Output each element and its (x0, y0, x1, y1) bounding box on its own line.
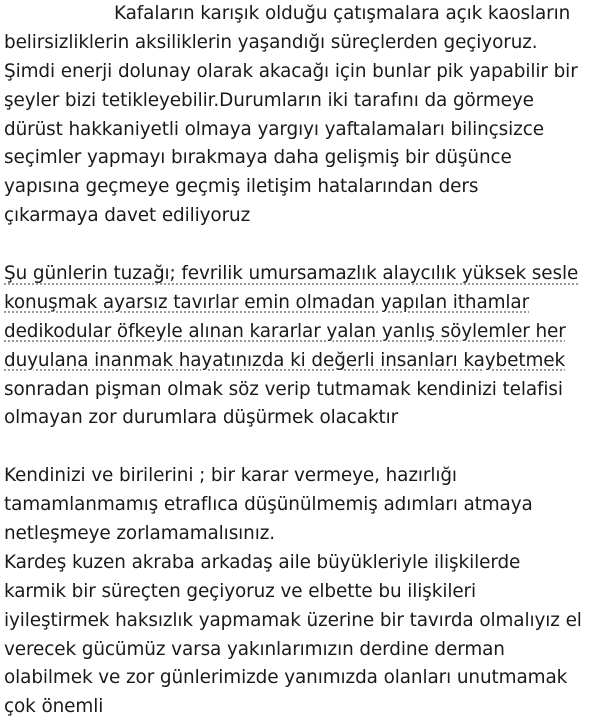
paragraph-3 (4, 462, 596, 549)
paragraph-spacer (4, 433, 596, 462)
text-line: karmik bir süreçten geçiyoruz ve elbette bu ilişkileri (4, 580, 477, 602)
text-line: netleşmeye zorlamamalısınız. (4, 523, 276, 545)
text-line: seçimler yapmayı bırakmaya daha gelişmiş bir düşünce (4, 147, 512, 169)
text-line (4, 289, 596, 318)
text-line: Kardeş kuzen akraba arkadaş aile büyükleriyle ilişkilerde (4, 551, 521, 573)
paragraph-spacer (4, 231, 596, 260)
text-line: çıkarmaya davet ediliyoruz (4, 205, 251, 227)
text-line: sonradan pişman olmak söz verip tutmamak kendinizi telafisi (4, 378, 563, 400)
paragraph-2 (4, 260, 596, 433)
text-line: Kendinizi ve birilerini ; bir karar vermeye, hazırlığı (4, 465, 457, 487)
text-line (4, 260, 596, 289)
text-line: belirsizliklerin aksiliklerin yaşandığı süreçlerden geçiyoruz. (4, 31, 538, 53)
text-line: olmayan zor durumlara düşürmek olacaktır (4, 407, 399, 429)
text-line: yapısına geçmeye geçmiş iletişim hatalarından ders (4, 176, 479, 198)
text-line: verecek gücümüz varsa yakınlarımızın derdine derman (4, 638, 505, 660)
text-line: olabilmek ve zor günlerimizde yanımızda olanları unutmamak (4, 667, 568, 689)
text-line: dürüst hakkaniyetli olmaya yargıyı yaftalamaları bilinçsizce (4, 118, 544, 140)
spellcheck-underlined-text: konuşmak ayarsız tavırlar emin olmadan yapılan ithamlar (4, 291, 530, 313)
text-line: Şimdi enerji dolunay olarak akacağı için bunlar pik yapabilir bir (4, 60, 578, 82)
text-line: şeyler bizi tetikleyebilir.Durumların iki tarafını da görmeye (4, 89, 534, 111)
text-line: çok önemli (4, 696, 104, 718)
paragraph-4 (4, 549, 596, 722)
spellcheck-underlined-text: duyulana inanmak hayatınızda ki değerli insanları kaybetmek (4, 349, 566, 371)
spellcheck-underlined-text: Şu günlerin tuzağı; fevrilik umursamazlık alaycılık yüksek sesle (4, 263, 579, 285)
text-line: iyileştirmek haksızlık yapmamak üzerine bir tavırda olmalıyız el (4, 609, 582, 631)
text-line (4, 347, 596, 376)
paragraph-1 (4, 0, 596, 231)
spellcheck-underlined-text: dedikodular öfkeyle alınan kararlar yalan yanlış söylemler her (4, 320, 566, 342)
text-line: Kafaların karışık olduğu çatışmalara açık kaosların (114, 3, 571, 24)
document-body (4, 0, 596, 722)
text-line: tamamlanmamış etraflıca düşünülmemiş adımları atmaya (4, 494, 533, 516)
text-line (4, 318, 596, 347)
